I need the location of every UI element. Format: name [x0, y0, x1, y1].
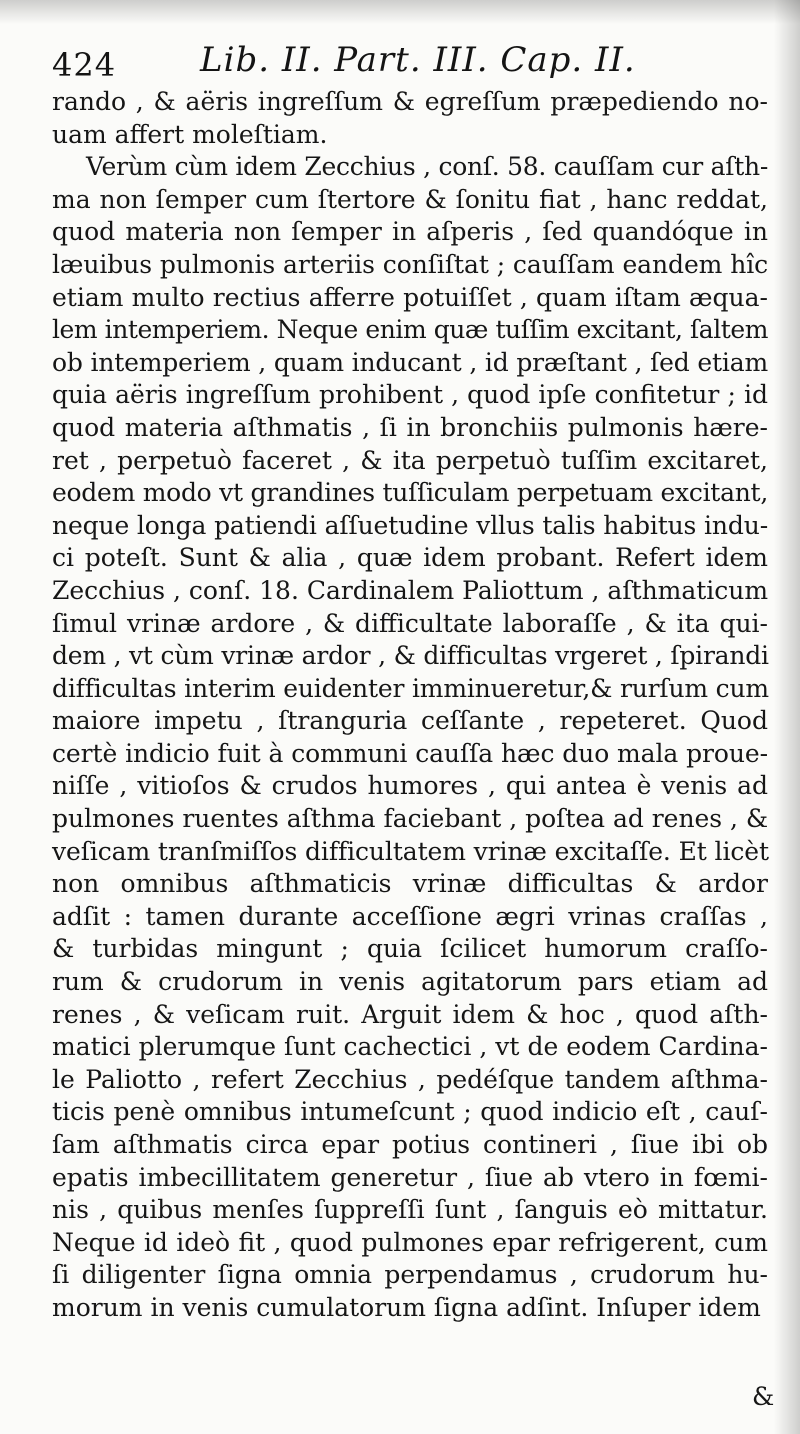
text-line: renes , & veſicam ruit. Arguit idem & hoc , quod aſth- [52, 999, 768, 1029]
text-line: rando , & aëris ingreſſum & egreſſum præpediendo no- [52, 87, 768, 116]
page-edge-shadow-top [0, 0, 800, 24]
page-header [52, 40, 752, 90]
text-line: Verùm cùm idem Zecchius , conſ. 58. cauſſam cur aſth- [86, 152, 769, 182]
text-line: quod materia non ſemper in aſperis , ſed quandóque in [52, 217, 768, 247]
text-line: rum & crudorum in venis agitatorum pars etiam ad [52, 967, 768, 997]
text-line: veſicam tranſmiſſos difficultatem vrinæ excitaſſe. Et licèt [52, 836, 769, 866]
text-line: adſit : tamen durante acceſſione ægri vrinas craſſas , [52, 901, 768, 931]
text-line: Neque id ideò fit , quod pulmones epar refrigerent, cum [52, 1227, 768, 1257]
text-line: le Paliotto , refert Zecchius , pedéſque tandem aſthma- [52, 1064, 768, 1094]
text-line: pulmones ruentes aſthma faciebant , poſtea ad renes , & [52, 804, 769, 834]
text-line: eodem modo vt grandines tuſſiculam perpetuam excitant, [52, 478, 768, 508]
text-line: difficultas interim euidenter imminueretur,& rurſum cum [52, 673, 769, 703]
text-line: læuibus pulmonis arteriis conſiſtat ; cauſſam eandem hîc [52, 249, 769, 279]
text-line: niſſe , vitioſos & crudos humores , qui antea è venis ad [52, 771, 768, 801]
page-edge-shadow-right [774, 0, 800, 1434]
body-text [52, 86, 768, 1325]
text-line: ticis penè omnibus intumeſcunt ; quod indicio eſt , cauſ- [52, 1097, 768, 1127]
text-line: maiore impetu , ſtranguria ceſſante , repeteret. Quod [52, 706, 768, 736]
text-line: epatis imbecillitatem generetur , ſiue ab vtero in fœmi- [52, 1162, 768, 1192]
text-line: uam affert moleſtiam. [52, 119, 328, 149]
text-line: matici plerumque ſunt cachectici , vt de eodem Cardina- [52, 1032, 768, 1062]
text-line: nis , quibus menſes ſuppreſſi ſunt , ſanguis eò mittatur. [52, 1195, 768, 1225]
text-line: Zecchius , conſ. 18. Cardinalem Paliottum , aſthmaticum [52, 575, 769, 605]
text-line: dem , vt cùm vrinæ ardor , & difficultas vrgeret , ſpirandi [52, 641, 769, 671]
text-line: quod materia aſthmatis , ſi in bronchiis pulmonis hære- [52, 412, 768, 442]
text-line: certè indicio fuit à communi cauſſa hæc duo mala proue- [52, 738, 768, 768]
text-line: ob intemperiem , quam inducant , id præſtant , ſed etiam [52, 347, 769, 377]
text-line: ſam aſthmatis circa epar potius contineri , ſiue ibi ob [52, 1130, 768, 1159]
running-title: Lib. II. Part. III. Cap. II. [200, 40, 636, 80]
text-line: ma non ſemper cum ſtertore & ſonitu fiat , hanc reddat, [52, 184, 768, 214]
text-line: ſimul vrinæ ardore , & difficultate laboraſſe , & ita qui- [52, 608, 768, 638]
text-line: & turbidas mingunt ; quia ſcilicet humorum craſſo- [52, 934, 768, 964]
text-line: morum in venis cumulatorum ſigna adſint. Inſuper idem [52, 1292, 761, 1322]
catchword: & [752, 1382, 775, 1411]
text-line: quia aëris ingreſſum prohibent , quod ipſe confitetur ; id [52, 380, 768, 410]
text-line: ſi diligenter ſigna omnia perpendamus , crudorum hu- [52, 1260, 768, 1290]
page-number: 424 [52, 46, 117, 84]
text-line: ci poteſt. Sunt & alia , quæ idem probant. Refert idem [52, 543, 768, 573]
text-line: non omnibus aſthmaticis vrinæ difficultas & ardor [52, 869, 768, 899]
text-line: ret , perpetuò faceret , & ita perpetuò tuſſim excitaret, [52, 445, 768, 475]
text-line: etiam multo rectius afferre potuiſſet , quam iſtam æqua- [52, 282, 768, 312]
text-line: neque longa patiendi aſſuetudine vllus talis habitus indu- [52, 510, 769, 540]
text-line: lem intemperiem. Neque enim quæ tuſſim excitant, ſaltem [52, 315, 768, 345]
